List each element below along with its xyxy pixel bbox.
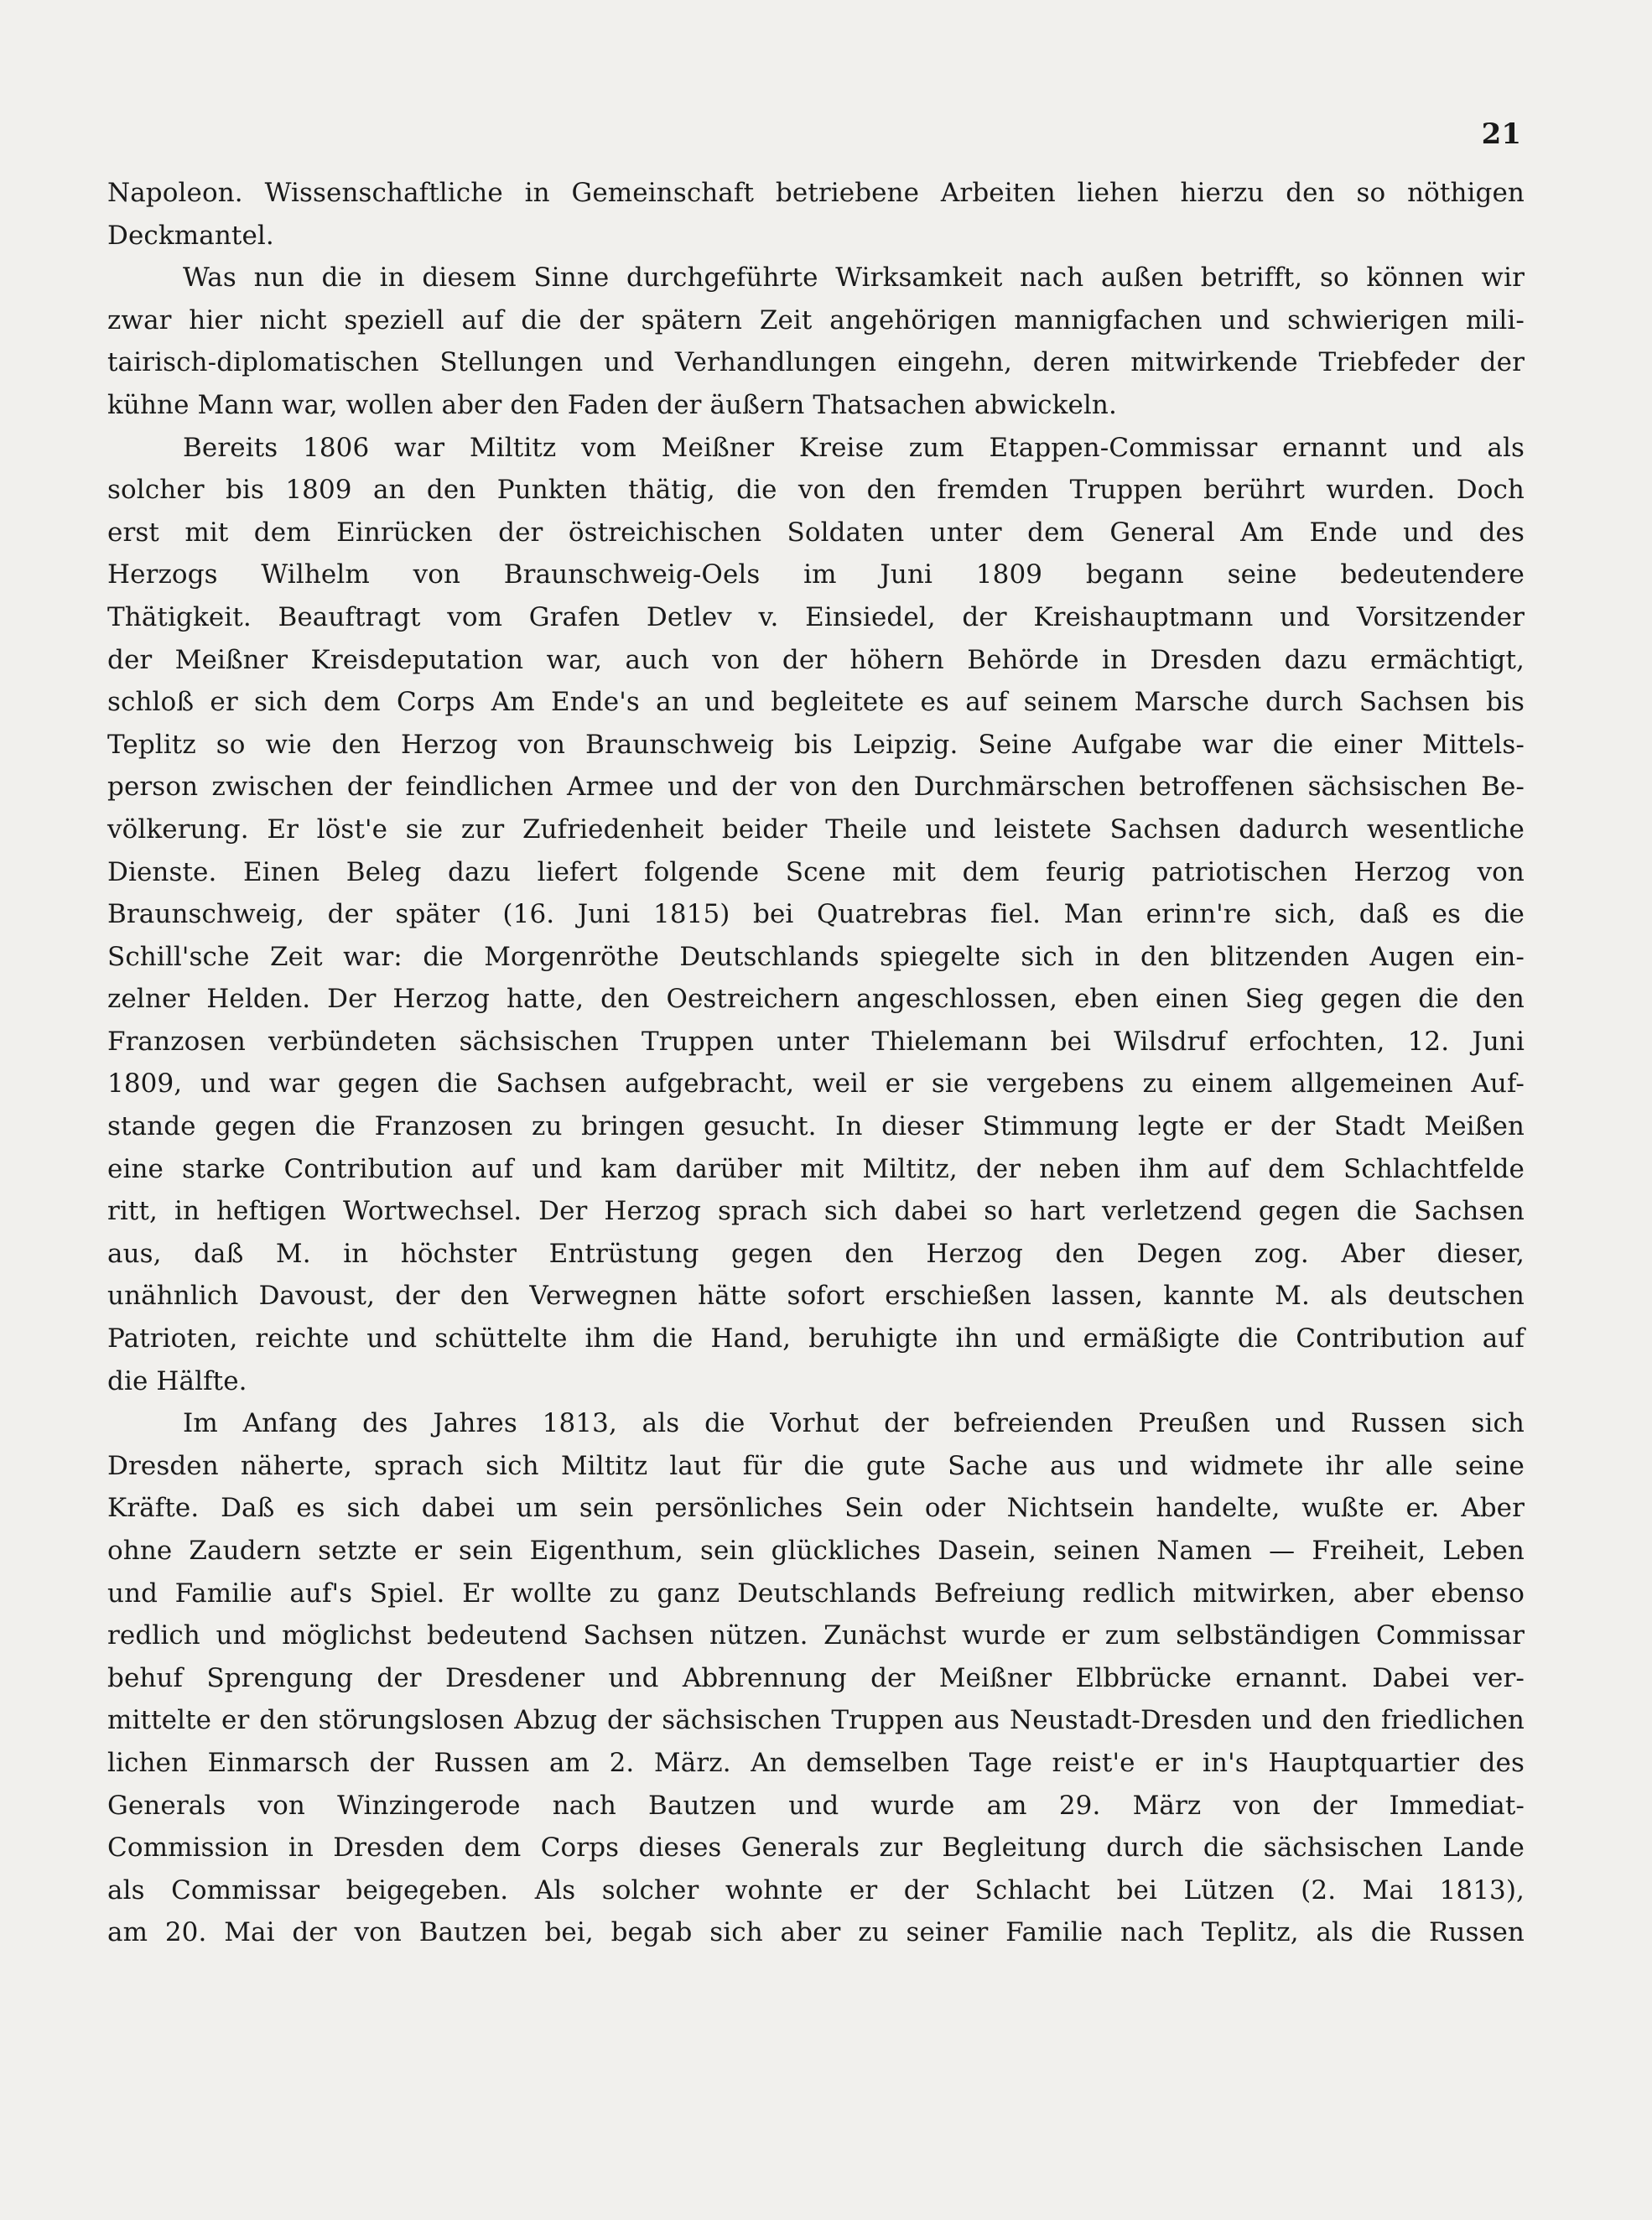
text-line: Bereits 1806 war Miltitz vom Meißner Kreise zum Etappen-Commissar ernannt und als	[183, 432, 1525, 463]
text-line: ritt, in heftigen Wortwechsel. Der Herzog sprach sich dabei so hart verletzend gegen die Sachsen	[107, 1196, 1525, 1227]
text-line: Dresden näherte, sprach sich Miltitz laut für die gute Sache aus und widmete ihr alle seine	[107, 1450, 1525, 1481]
text-line: lichen Einmarsch der Russen am 2. März. An demselben Tage reist'e er in's Hauptquartier des	[107, 1747, 1525, 1778]
text-line: Kräfte. Daß es sich dabei um sein persönliches Sein oder Nichtsein handelte, wußte er. Aber	[107, 1493, 1525, 1524]
text-line: Patrioten, reichte und schüttelte ihm die Hand, beruhigte ihn und ermäßigte die Contribution auf	[107, 1323, 1525, 1354]
text-line: und Familie auf's Spiel. Er wollte zu ganz Deutschlands Befreiung redlich mitwirken, aber ebenso	[107, 1578, 1525, 1609]
text-line: als Commissar beigegeben. Als solcher wohnte er der Schlacht bei Lützen (2. Mai 1813),	[107, 1874, 1525, 1905]
text-line: behuf Sprengung der Dresdener und Abbrennung der Meißner Elbbrücke ernannt. Dabei ver-	[107, 1662, 1525, 1693]
text-line: aus, daß M. in höchster Entrüstung gegen den Herzog den Degen zog. Aber dieser,	[107, 1238, 1525, 1269]
text-line: Generals von Winzingerode nach Bautzen und wurde am 29. März von der Immediat-	[107, 1790, 1525, 1821]
text-line: tairisch-diplomatischen Stellungen und Verhandlungen eingehn, deren mitwirkende Triebfeder der	[107, 347, 1525, 378]
text-line: solcher bis 1809 an den Punkten thätig, die von den fremden Truppen berührt wurden. Doch	[107, 475, 1525, 506]
text-line: Braunschweig, der später (16. Juni 1815) bei Quatrebras fiel. Man erinn're sich, daß es die	[107, 899, 1525, 930]
text-line: Schill'sche Zeit war: die Morgenröthe Deutschlands spiegelte sich in den blitzenden Augen ein-	[107, 941, 1525, 972]
text-line: Commission in Dresden dem Corps dieses Generals zur Begleitung durch die sächsischen Lande	[107, 1833, 1525, 1864]
text-line: zelner Helden. Der Herzog hatte, den Oestreichern angeschlossen, eben einen Sieg gegen die den	[107, 984, 1525, 1015]
text-line: Teplitz so wie den Herzog von Braunschweig bis Leipzig. Seine Aufgabe war die einer Mittels-	[107, 729, 1525, 760]
text-line: redlich und möglichst bedeutend Sachsen nützen. Zunächst wurde er zum selbständigen Commissar	[107, 1620, 1525, 1651]
text-line: Im Anfang des Jahres 1813, als die Vorhut der befreienden Preußen und Russen sich	[183, 1408, 1525, 1439]
text-line: stande gegen die Franzosen zu bringen gesucht. In dieser Stimmung legte er der Stadt Meißen	[107, 1111, 1525, 1142]
text-line: am 20. Mai der von Bautzen bei, begab sich aber zu seiner Familie nach Teplitz, als die Russen	[107, 1917, 1525, 1948]
text-line: schloß er sich dem Corps Am Ende's an und begleitete es auf seinem Marsche durch Sachsen bis	[107, 687, 1525, 718]
text-line: kühne Mann war, wollen aber den Faden der äußern Thatsachen abwickeln.	[107, 389, 1117, 420]
text-line: Herzogs Wilhelm von Braunschweig-Oels im Juni 1809 begann seine bedeutendere	[107, 559, 1525, 590]
text-line: Deckmantel.	[107, 220, 274, 251]
text-line: 1809, und war gegen die Sachsen aufgebracht, weil er sie vergebens zu einem allgemeinen Auf-	[107, 1068, 1525, 1100]
text-line: Thätigkeit. Beauftragt vom Grafen Detlev v. Einsiedel, der Kreishauptmann und Vorsitzender	[107, 601, 1525, 632]
text-line: erst mit dem Einrücken der östreichischen Soldaten unter dem General Am Ende und des	[107, 517, 1525, 548]
text-line: völkerung. Er löst'e sie zur Zufriedenheit beider Theile und leistete Sachsen dadurch wesentliche	[107, 814, 1525, 845]
text-line: Was nun die in diesem Sinne durchgeführte Wirksamkeit nach außen betrifft, so können wir	[183, 263, 1525, 294]
body-text	[107, 172, 1525, 1954]
text-line: zwar hier nicht speziell auf die der spätern Zeit angehörigen mannigfachen und schwierigen mili-	[107, 304, 1525, 335]
page-number: 21	[1481, 117, 1521, 151]
text-line: Franzosen verbündeten sächsischen Truppen unter Thielemann bei Wilsdruf erfochten, 12. Juni	[107, 1026, 1525, 1057]
text-line: Dienste. Einen Beleg dazu liefert folgende Scene mit dem feurig patriotischen Herzog von	[107, 856, 1525, 887]
text-line: der Meißner Kreisdeputation war, auch von der höhern Behörde in Dresden dazu ermächtigt,	[107, 644, 1525, 675]
text-line: die Hälfte.	[107, 1365, 247, 1396]
text-line: eine starke Contribution auf und kam darüber mit Miltitz, der neben ihm auf dem Schlachtfelde	[107, 1153, 1525, 1184]
text-line: mittelte er den störungslosen Abzug der sächsischen Truppen aus Neustadt-Dresden und den friedlichen	[107, 1705, 1525, 1736]
text-line: unähnlich Davoust, der den Verwegnen hätte sofort erschießen lassen, kannte M. als deutschen	[107, 1281, 1525, 1312]
text-line: person zwischen der feindlichen Armee und der von den Durchmärschen betroffenen sächsischen Be-	[107, 772, 1525, 803]
text-line: ohne Zaudern setzte er sein Eigenthum, sein glückliches Dasein, seinen Namen — Freiheit, Leben	[107, 1536, 1525, 1566]
text-line: Napoleon. Wissenschaftliche in Gemeinschaft betriebene Arbeiten liehen hierzu den so nöthigen	[107, 178, 1525, 208]
